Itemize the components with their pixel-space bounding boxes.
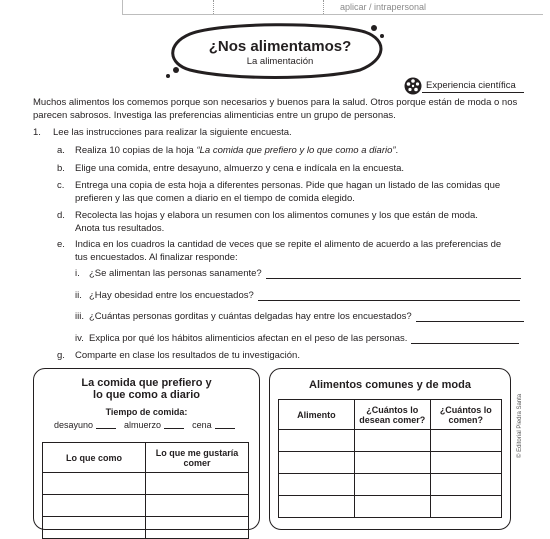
table-cell[interactable] [354,496,430,518]
step-letter: g. [57,350,65,361]
answer-line[interactable] [416,311,524,322]
summary-panel [269,368,511,530]
table-cell[interactable] [430,496,501,518]
subquestion-ii [75,290,520,301]
step-letter: e. [57,239,65,250]
table-cell[interactable] [354,452,430,474]
table-row [279,474,502,496]
step-letter: a. [57,145,65,156]
page-subtitle: La alimentación [246,56,314,67]
table-cell[interactable] [279,452,355,474]
intro-paragraph: Muchos alimentos los comemos porque son necesarios y buenos para la salud. Otros porque están de moda o nos parecen sabrosos. Investiga las preferencias alimenticias entre un grupo de personas. [33,97,518,121]
step-letter: b. [57,163,65,174]
table-row [43,473,249,495]
step-text: Indica en los cuadros la cantidad de veces que se repite el alimento de acuerdo a las preferencias de tus encuestados. Al finalizar responde: [75,239,502,263]
checkbox-line[interactable] [215,428,235,429]
table-cell[interactable] [354,474,430,496]
table-header-row [279,400,502,430]
panel-title: lo que como a diario [93,389,200,401]
skill-tag: aplicar / intrapersonal [340,2,427,12]
divider [213,0,214,14]
subquestion-text: Explica por qué los hábitos alimenticios afectan en el peso de las personas. [89,333,408,344]
survey-table [42,442,249,539]
table-cell[interactable] [354,430,430,452]
step-letter: d. [57,210,65,221]
subquestion-number: i. [75,268,80,279]
header-strip [122,0,543,15]
activity-badge [404,77,524,95]
checkbox-line[interactable] [96,428,116,429]
divider [323,0,324,14]
step-text: Entrega una copia de esta hoja a diferentes personas. Pide que hagan un listado de las comidas que prefieren y las que comen a diario en el tiempo de comida elegido. [75,180,501,204]
table-cell[interactable] [430,452,501,474]
table-cell[interactable] [43,495,146,517]
dotted-circle-icon [404,77,422,95]
answer-line[interactable] [258,290,520,301]
subquestion-iv [75,333,519,344]
meal-time-label: Tiempo de comida: [105,407,188,417]
question-1 [33,127,292,138]
step-d-text1: Recolecta las hojas y elabora un resumen con los alimentos comunes y los que están de moda. [75,210,478,221]
answer-line[interactable] [266,268,521,279]
step-a-pre: Realiza 10 copias de la hoja [75,145,197,156]
panel-title: Alimentos comunes y de moda [309,379,471,391]
meal-options [54,420,259,430]
table-cell[interactable] [279,496,355,518]
badge-label: Experiencia científica [422,80,524,93]
step-text: Comparte en clase los resultados de tu investigación. [75,350,300,361]
column-header: Alimento [279,400,355,430]
step-text: Elige una comida, entre desayuno, almuerzo y cena e indícala en la encuesta. [75,163,405,174]
column-header: Lo que me gustaría comer [146,443,249,473]
table-cell[interactable] [43,473,146,495]
option-dinner: cena [192,420,212,430]
subquestion-number: iii. [75,311,84,322]
table-cell[interactable] [146,517,249,539]
subquestion-i [75,268,521,279]
table-row [43,517,249,539]
table-row [43,495,249,517]
option-lunch: almuerzo [124,420,162,430]
table-cell[interactable] [146,495,249,517]
subquestion-iii [75,311,524,322]
table-cell[interactable] [43,517,146,539]
option-breakfast: desayuno [54,420,94,430]
survey-panel [33,368,260,530]
column-header: Lo que como [43,443,146,473]
table-cell[interactable] [430,474,501,496]
column-header: ¿Cuántos lo desean comer? [354,400,430,430]
step-letter: c. [57,180,65,191]
subquestion-number: iv. [75,333,84,344]
table-header-row [43,443,249,473]
table-row [279,452,502,474]
step-a-italic: “La comida que prefiero y lo que como a diario” [196,145,396,156]
step-d-text2: Anota tus resultados. [75,222,165,234]
panel-title: La comida que prefiero y [81,377,212,389]
subquestion-text: ¿Cuántas personas gorditas y cuántas delgadas hay entre los encuestados? [89,311,412,322]
answer-line[interactable] [411,333,519,344]
subquestion-number: ii. [75,290,82,301]
page-title: ¿Nos alimentamos? [208,38,352,55]
step-text [75,210,515,235]
checkbox-line[interactable] [164,428,184,429]
subquestion-text: ¿Hay obesidad entre los encuestados? [89,290,254,301]
publisher-credit: © Editorial Piedra Santa [517,393,523,458]
question-text: Lee las instrucciones para realizar la siguiente encuesta. [53,127,292,138]
subquestion-text: ¿Se alimentan las personas sanamente? [89,268,262,279]
question-number: 1. [33,127,41,138]
summary-table [278,399,502,518]
table-cell[interactable] [430,430,501,452]
table-row [279,496,502,518]
table-cell[interactable] [279,430,355,452]
step-text [75,145,515,158]
table-row [279,430,502,452]
table-cell[interactable] [146,473,249,495]
column-header: ¿Cuántos lo comen? [430,400,501,430]
step-a-post: . [395,145,399,156]
table-cell[interactable] [279,474,355,496]
